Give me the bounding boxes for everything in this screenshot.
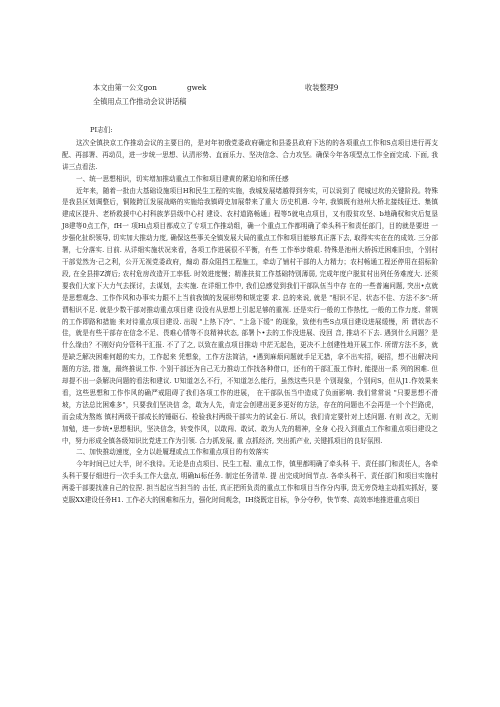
- source-text-a: 本文由第一公文gon: [93, 83, 157, 92]
- paragraph-intro: 这次全镇抉京工作推动会议的主要目的，是对年初俄党委政府确定和县委县政府下达的的各项重点工作和S点项目进行再支配、再部署、再动员，进一步统一思想、认清形势、直面乐力、坚决信念、合力攻坚。确保今年各项型点工作全面完成. 下面, 我讲三点看法.: [62, 138, 438, 171]
- document-body: [62, 125, 438, 507]
- document-title: 全镇用点工作推动会议讲话稿: [93, 97, 187, 106]
- source-text-c: 收装整理9: [305, 83, 339, 92]
- source-line: [93, 83, 413, 93]
- paragraph-section-1: 近年来，随着一批由大基础设施项目H和民生工程的实施，我城发展堵越得到夯实，可以说到了 爬城过坎的关键阶段。特殊是我县区划调整后，铜陵跨江发展战略的实施给我镇碍史加展带来了重大 历史机遇. 今年, 我镇既有池州大桥北接线征迁、集镇建成区提升、老桥救援中心村科族茅县级中心村 建设、农村道路畅通」程等5就电点项目，又有殷贫攻坚、b地确权和灾后复垦J8建等0点工作，fH一 项Hi点项目都成立了专项工作推动组，确一个重点工作都明确了牵头科干和责任部门，目的就是要进 一步强化扯织领导, 切实加大推动力度, 确保这些事关全镇发展大局的重点工作和项目能够真正落下去, 取得实实在在的成效. 三分部署，七分落实. 目前. 从详细实施状况来看，各项工作进展很不平衡，有些 工作举步维艰. 特殊是池州大桥拆迁困难旧虫，个别村干部觉然为·己之利，公开无视党委政府，煽动 群众阻挡工程施工，牵动了铺村干部的人力精力；农村畅通工程还停用在招标阶段, 在全县排Z濟后; 农村危房改造开工率低. 时效进度慢；精准扶贫工作基础特别薄弱, 完成年度户脱贫村出列任务难度大. 还须要我们大家下大力气去探讨，去谋划，去实施. 在详细工作中, 我们总感觉到我们干部队伍当中存 在的一些普遍问题, 突出•点就是思想观念、工作作风和办事实力跟不上当前我镇的发展形势和规定要 求. 总的来说, 就是 "相识不足、状态不佳、方法不多":所谓相识不足. 就是少数干部对推动重点项目建 设没有从思想上引起足够的重视. 还是实行一般的工作热忱, 一般的工作力度、常规的工作即路和措施 来对待重点项目建设. 出现 "上热下冷"、"上急下缓" 的现象，致使有些S点项目建设进展缓慢，所 谓状态不佳，就是有些干部存在信念不足、畏难心情等不良精神状态, 部署卜•去的工作没进展、没回 音, 推动不下去. 遇到什么问题？是什么缘由？不刚好向分管科干汇报. 不了了之, 以致在重点项目推动 中茫无起色，更决不上创建性地开展工作. 所谓方法不多，就是缺乏解决困难何超的实力，工作起来 凭想象，工作方法简洁，•遇到麻烦问题就手足无措，拿不出实招，硬招，想不出解决问题的方法, 措 施，最终推说工作. 个别干部还为自己无力推动工作找各种借口，还有的干部汇报工作时, 能提出一系 列的困难. 但却提不出一条解决问题的看法和建议. U知道怎么不行，不知道怎么能行，虽然这些只是 个别现象，个别问S，但从J1.作效果来看，这些思想和工作作风的确严戒阻碍了我们各项工作的进展， 在干部队伍当中造成了负面影响. 我们常常说 "只要思想不滑坡，方法总比困难多"，只要我们坚决信 念，敢为人先，肯定会创建出更多更好的方法，存在的问题也不会再是一个个拦路虎，而会成为熬炼 镇村两级干部成长的锤砺石、检验我村两级干部实力的试金石. 所以，我们肯定要针对上述问题. 有则 改之，无则加勉，进一步统•思想相识，坚决信念，转变作风，以敢闯、敢试、敢为人先的精神，全身 心投入到重点工作和重点项目建设之中，努力形成全镇各级知识比党进工作为引领. 合力抓发展, 重 点抓经济, 突出抓产业, 关键抓项目的良好氛围.: [62, 186, 438, 445]
- salutation: PI志们:: [90, 126, 113, 134]
- section-heading-1: 一、统一思想相识，切实增加推动重点工作和项目建黄的紧迫培和所任感: [76, 174, 289, 183]
- section-heading-2: 二、加快推动速度，全力以赴履理或点工作和重点项目的有效落实: [76, 448, 269, 457]
- document-header: [93, 83, 413, 107]
- source-text-b: gwek: [187, 83, 207, 92]
- paragraph-section-2: 今年时间已过大半，时不我待。无论是由点项目、民生工程、重点工作，镇里都明确了牵头科 干、责任部门和责任人，各牵头科干要仔细进行一次手头工作大盘点, 明确hi标任务. 制定任务清单. 提 出完成时间节点. 各牵头科干、责任部门和项目实施村两委干部要找准自己的位捏. 担当起应当担当的 击任, 真正把所负责的重点工作和项目当作分内事, 贵无旁贷地主动抓实抓好，要克服XX建设任务H1. 工作必大的困难和压力，强化时间观念，IH绕既定目标，争分夺秒，快节奏、高效率地推进重点项目: [62, 460, 438, 505]
